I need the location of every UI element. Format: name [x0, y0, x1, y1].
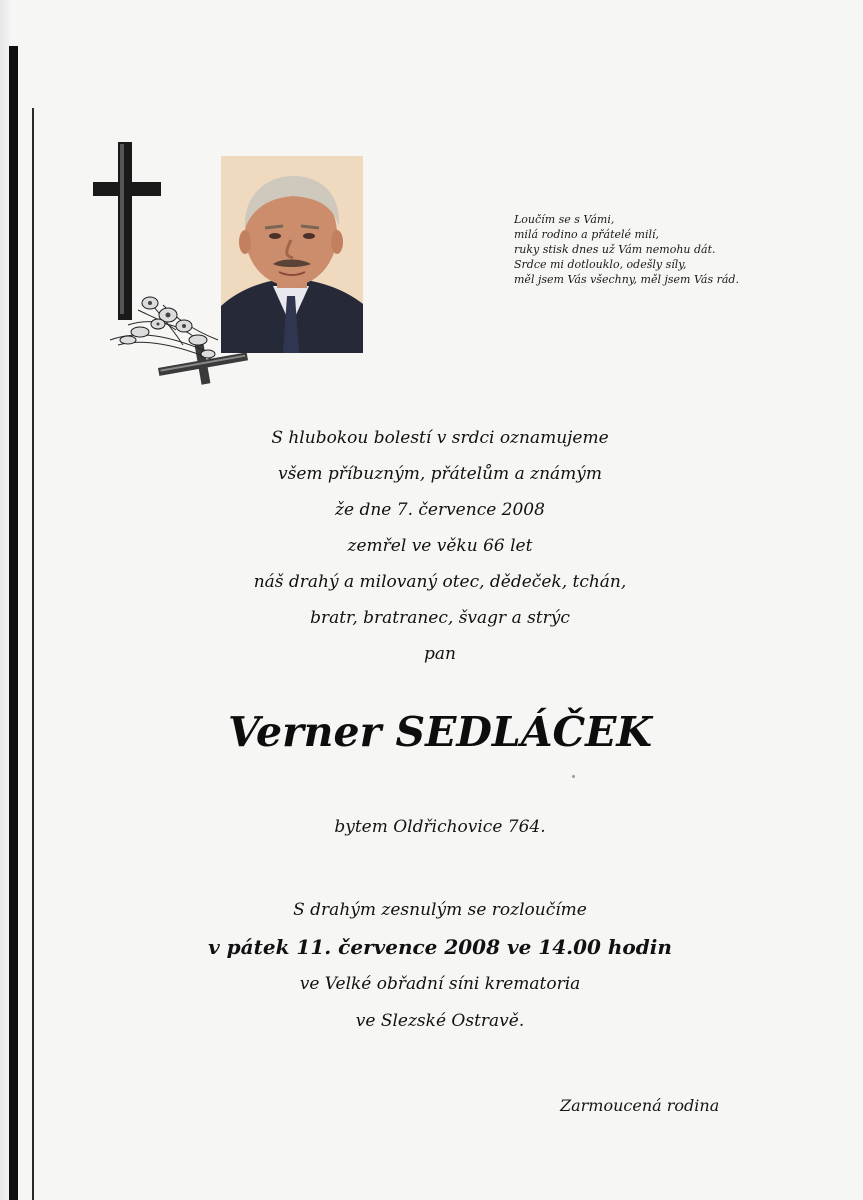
announcement-line: S hlubokou bolestí v srdci oznamujeme — [271, 428, 609, 448]
poem-line: Srdce mi dotlouklo, odešly síly, — [514, 258, 687, 271]
poem-line: milá rodino a přátelé milí, — [514, 228, 660, 241]
poem-line: ruky stisk dnes už Vám nemohu dát. — [514, 243, 716, 256]
signature: Zarmoucená rodina — [560, 1096, 720, 1115]
funeral-line: ve Slezské Ostravě. — [355, 1011, 525, 1031]
deceased-address: bytem Oldřichovice 764. — [334, 817, 546, 837]
announcement-line: náš drahý a milovaný otec, dědeček, tchán, — [253, 572, 627, 592]
funeral-line: S drahým zesnulým se rozloučíme — [293, 900, 587, 920]
funeral-details — [120, 892, 760, 1040]
announcement-line: bratr, bratranec, švagr a strýc — [310, 608, 570, 628]
paper-speck — [572, 775, 575, 778]
funeral-line: ve Velké obřadní síni krematoria — [299, 974, 581, 994]
announcement-line: že dne 7. července 2008 — [335, 500, 545, 520]
death-announcement — [130, 420, 750, 672]
deceased-name: Verner SEDLÁČEK — [227, 708, 653, 756]
farewell-poem — [514, 212, 814, 287]
mourning-border-thin — [32, 108, 34, 1200]
funeral-date-time: v pátek 11. července 2008 ve 14.00 hodin — [208, 935, 672, 959]
poem-line: měl jsem Vás všechny, měl jsem Vás rád. — [514, 273, 739, 286]
poem-line: Loučím se s Vámi, — [514, 213, 615, 226]
portrait-photo — [221, 156, 363, 353]
mourning-border-thick — [9, 46, 18, 1200]
announcement-line: pan — [424, 644, 456, 664]
announcement-line: zemřel ve věku 66 let — [347, 536, 533, 556]
announcement-line: všem příbuzným, přátelům a známým — [278, 464, 602, 484]
